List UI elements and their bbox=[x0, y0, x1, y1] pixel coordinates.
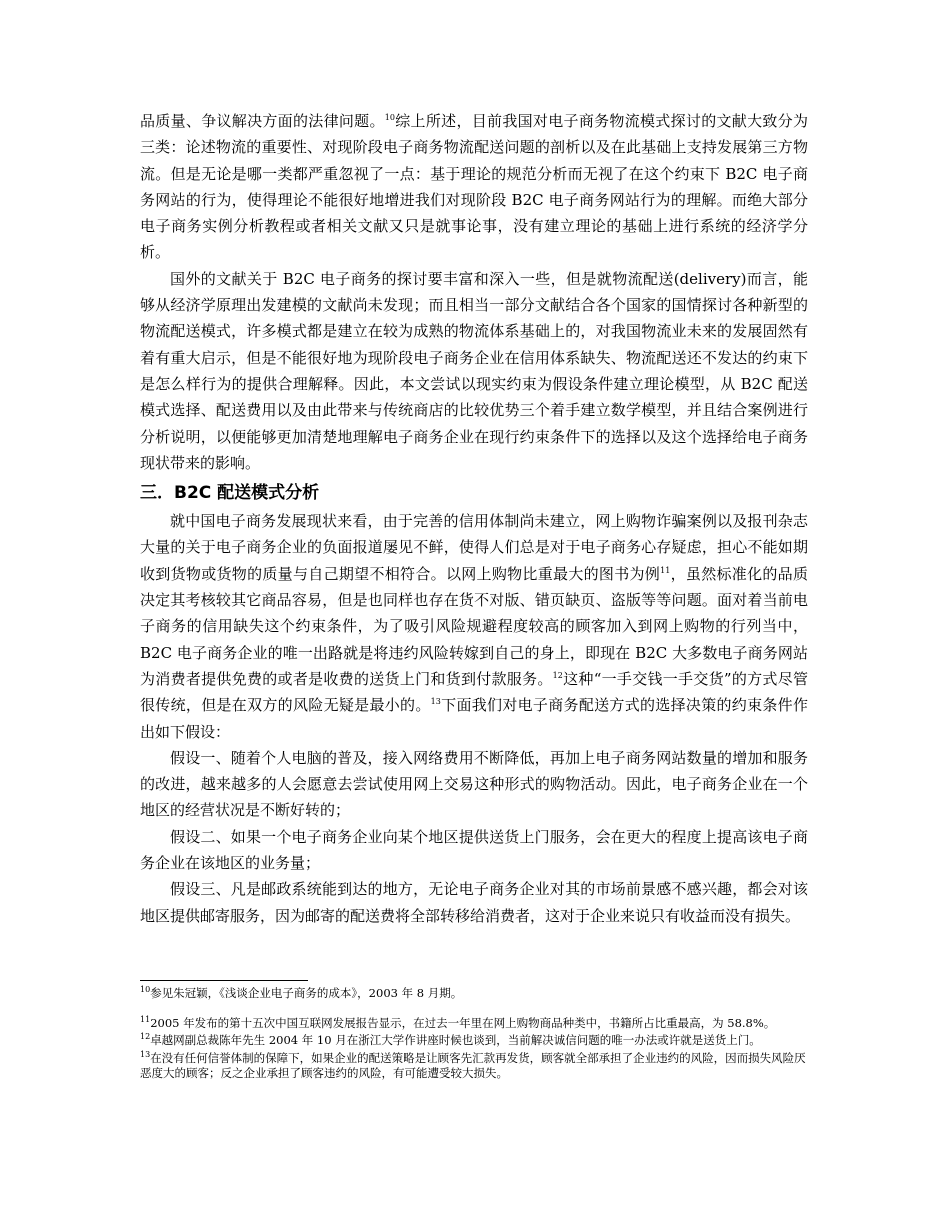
p1-text-a: 品质量、争议解决方面的法律问题。 bbox=[140, 112, 385, 130]
footnote-10 bbox=[140, 986, 812, 1002]
footnote-number: 10 bbox=[140, 985, 151, 995]
footnote-12 bbox=[140, 1033, 812, 1049]
footnote-ref-11[interactable]: 11 bbox=[660, 565, 671, 575]
paragraph-3 bbox=[140, 508, 808, 745]
footnote-number: 11 bbox=[140, 1014, 151, 1024]
footnote-ref-13[interactable]: 13 bbox=[430, 697, 441, 707]
footnote-text: 卓越网副总裁陈年先生 2004 年 10 月在浙江大学作讲座时候也谈到，当前解决诚信问题的唯一办法或许就是送货上门。 bbox=[150, 1033, 761, 1047]
assumption-3: 假设三、凡是邮政系统能到达的地方，无论电子商务企业对其的市场前景感不感兴趣，都会对该地区提供邮寄服务，因为邮寄的配送费将全部转移给消费者，这对于企业来说只有收益而没有损失。 bbox=[140, 880, 808, 925]
section-heading: 三．B2C 配送模式分析 bbox=[140, 483, 320, 504]
paragraph-1 bbox=[140, 108, 808, 266]
p1-text-b: 综上所述，目前我国对电子商务物流模式探讨的文献大致分为三类：论述物流的重要性、对现阶段电子商务物流配送问题的剖析以及在此基础上支持发展第三方物流。但是无论是哪一类都严重忽视了一点：基于理论的规范分析而无视了在这个约束下 B2C 电子商务网站的行为，使得理论不能很好地增进我们对现阶段 B2C 电子商务网站行为的理解。而绝大部分电子商务实例分析教程或者相关文献又只是就事论事，没有建立理论的基础上进行系统的经济学分析。 bbox=[140, 112, 808, 262]
document-body bbox=[140, 108, 808, 929]
footnote-ref-12[interactable]: 12 bbox=[552, 670, 563, 680]
footnote-11 bbox=[140, 1016, 812, 1032]
assumption-2: 假设二、如果一个电子商务企业向某个地区提供送货上门服务，会在更大的程度上提高该电子商务企业在该地区的业务量； bbox=[140, 827, 808, 873]
footnote-separator bbox=[140, 980, 308, 981]
footnote-number: 13 bbox=[140, 1049, 151, 1059]
p3-text-c: 这种“一手交钱一手交货”的方式尽管很传统，但是在双方的风险无疑是最小的。 bbox=[140, 669, 808, 715]
footnote-text: 2005 年发布的第十五次中国互联网发展报告显示，在过去一年里在网上购物商品种类中，书籍所占比重最高，为 58.8%。 bbox=[150, 1015, 776, 1030]
footnote-text: 在没有任何信誉体制的保障下，如果企业的配送策略是让顾客先汇款再发货，顾客就全部承担了企业违约的风险，因而损失风险厌恶度大的顾客；反之企业承担了顾客违约的风险，有可能遭受较大损失。 bbox=[140, 1050, 806, 1080]
p3-text-b: ，虽然标准化的品质决定其考核较其它商品容易，但是也同样也存在货不对版、错页缺页、盗版等等问题。面对着当前电子商务的信用缺失这个约束条件，为了吸引风险规避程度较高的顾客加入到网上购物的行列当中，B2C 电子商务企业的唯一出路就是将违约风险转嫁到自己的身上，即现在 B2C 大多数电子商务网站为消费者提供免费的或者是收费的送货上门和货到付款服务。 bbox=[140, 564, 808, 688]
paragraph-2: 国外的文献关于 B2C 电子商务的探讨要丰富和深入一些，但是就物流配送(delivery)而言，能够从经济学原理出发建模的文献尚未发现；而且相当一部分文献结合各个国家的国情探讨各种新型的物流配送模式，许多模式都是建立在较为成熟的物流体系基础上的，对我国物流业未来的发展固然有着有重大启示，但是不能很好地为现阶段电子商务企业在信用体系缺失、物流配送还不发达的约束下是怎么样行为的提供合理解释。因此，本文尝试以现实约束为假设条件建立理论模型，从 B2C 配送模式选择、配送费用以及由此带来与传统商店的比较优势三个着手建立数学模型，并且结合案例进行分析说明，以便能够更加清楚地理解电子商务企业在现行约束条件下的选择以及这个选择给电子商务现状带来的影响。 bbox=[140, 269, 808, 472]
footnote-text: 参见朱冠颖，《浅谈企业电子商务的成本》，2003 年 8 月期。 bbox=[150, 986, 463, 1000]
footnotes bbox=[140, 986, 812, 1082]
footnote-ref-10[interactable]: 10 bbox=[384, 113, 395, 122]
assumption-1: 假设一、随着个人电脑的普及，接入网络费用不断降低，再加上电子商务网站数量的增加和服务的改进，越来越多的人会愿意去尝试使用网上交易这种形式的购物活动。因此，电子商务企业在一个地区的经营状况是不断好转的； bbox=[140, 748, 808, 820]
footnote-number: 12 bbox=[140, 1032, 151, 1042]
footnote-13 bbox=[140, 1051, 812, 1082]
p3-text-a: 就中国电子商务发展现状来看，由于完善的信用体制尚未建立，网上购物诈骗案例以及报刊杂志大量的关于电子商务企业的负面报道屡见不鲜，使得人们总是对于电子商务心存疑虑，担心不能如期收到货物或货物的质量与自己期望不相符合。以网上购物比重最大的图书为例 bbox=[140, 512, 808, 583]
p3-text-d: 下面我们对电子商务配送方式的选择决策的约束条件作出如下假设： bbox=[140, 696, 808, 741]
